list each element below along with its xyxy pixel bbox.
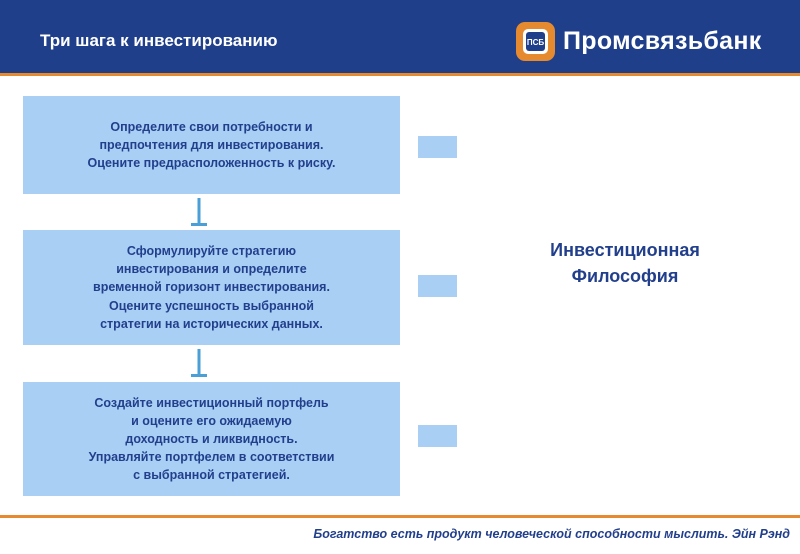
side-marker-1	[418, 136, 457, 158]
header-divider	[0, 73, 800, 76]
bank-name: Промсвязьбанк	[563, 27, 762, 55]
header-bar	[0, 0, 800, 73]
psb-logo-letters: ПСБ	[526, 38, 545, 47]
page-title: Три шага к инвестированию	[40, 31, 278, 50]
footer-quote: Богатство есть продукт человеческой способности мыслить. Эйн Рэнд	[313, 527, 790, 541]
side-marker-2	[418, 275, 457, 297]
step-2-text: Сформулируйте стратегию инвестирования и определите временной горизонт инвестирования. Оцените успешность выбранной стратегии на исторических данных.	[93, 244, 330, 331]
step-1-text: Определите свои потребности и предпочтения для инвестирования. Оцените предрасположенность к риску.	[87, 119, 336, 171]
connector-arrow-2	[191, 349, 207, 379]
side-marker-3	[418, 425, 457, 447]
bank-logo	[516, 22, 786, 62]
step-3-box	[23, 382, 400, 496]
step-1-box	[23, 96, 400, 194]
philosophy-line-2: Философия	[571, 266, 679, 287]
step-2-box	[23, 230, 400, 345]
connector-arrow-1	[191, 198, 207, 228]
psb-logo-icon	[516, 22, 555, 61]
philosophy-line-1: Инвестиционная	[550, 240, 700, 260]
step-3-text: Создайте инвестиционный портфель и оцените его ожидаемую доходность и ликвидность. Управляйте портфелем в соответствии с выбранной стратегией.	[88, 395, 335, 483]
footer-divider	[0, 515, 800, 518]
investment-philosophy-label	[490, 237, 760, 289]
